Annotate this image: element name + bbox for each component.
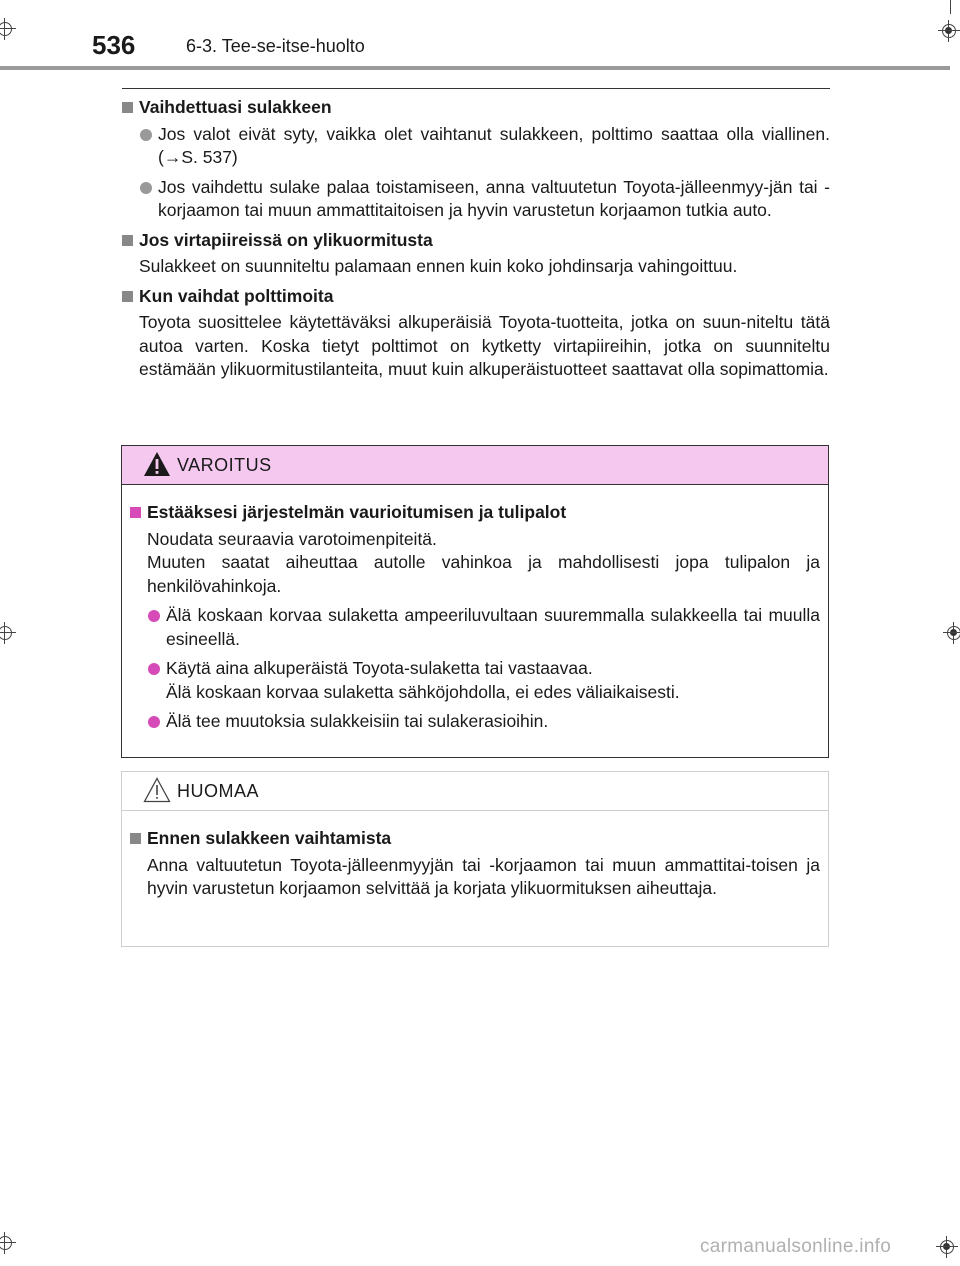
warning-heading (130, 501, 820, 525)
section-heading (122, 285, 830, 309)
notice-box (121, 771, 829, 947)
circle-bullet-icon (140, 129, 152, 141)
circle-bullet-icon (148, 716, 160, 728)
crop-mark-bottom-right (936, 1236, 958, 1258)
content-top-rule (122, 88, 830, 89)
square-bullet-icon (130, 833, 141, 844)
paragraph: Toyota suosittelee käytettäväksi alkuperäisiä Toyota-tuotteita, jotka on suun-niteltu tätä autoa varten. Koska tietyt polttimot on kytketty virtapiireihin, jotka on suunniteltu estämään ylikuormitustilanteita, muut kuin alkuperäistuotteet saattavat olla sopimattomia. (139, 312, 830, 379)
notice-box-header (122, 772, 828, 811)
crop-mark-bottom-left (0, 1232, 16, 1254)
circle-bullet-icon (140, 182, 152, 194)
warning-intro-continued: Muuten saatat aiheuttaa autolle vahinkoa ja mahdollisesti jopa tulipalon ja henkilövahinkoja. (147, 552, 820, 596)
list-item-text-continued: Älä koskaan korvaa sulaketta sähköjohdolla, ei edes väliaikaisesti. (166, 681, 680, 702)
header-rule (0, 66, 950, 70)
page-number: 536 (92, 30, 136, 60)
circle-bullet-icon (148, 663, 160, 675)
warning-intro: Noudata seuraavia varotoimenpiteitä. (147, 528, 437, 549)
list-item-text: Käytä aina alkuperäistä Toyota-sulaketta tai vastaavaa. (166, 658, 593, 678)
heading-text: Kun vaihdat polttimoita (139, 285, 334, 306)
warning-box-header (122, 446, 828, 485)
warning-box (121, 445, 829, 758)
section-heading (122, 229, 830, 253)
crop-mark-mid-left (0, 622, 16, 644)
page-header (0, 0, 960, 70)
notice-text: Anna valtuutetun Toyota-jälleenmyyjän tai -korjaamon tai muun ammattitai-toisen ja hyvin varustetun korjaamon selvittää ja korjata ylikuormituksen aiheuttaja. (147, 854, 820, 898)
warning-triangle-icon (143, 451, 171, 477)
warning-box-body (122, 485, 828, 734)
list-item-text: Jos valot eivät syty, vaikka olet vaihtanut sulakkeen, polttimo saattaa olla viallinen. (→S. 537) (158, 123, 830, 167)
notice-triangle-icon (143, 777, 171, 803)
crop-mark-mid-right (943, 622, 960, 644)
watermark: carmanualsonline.info (700, 1236, 892, 1257)
section-heading (122, 96, 830, 120)
heading-text: Jos virtapiireissä on ylikuormitusta (139, 229, 433, 250)
notice-label: HUOMAA (177, 781, 260, 801)
square-bullet-icon (122, 235, 133, 246)
heading-text: Vaihdettuasi sulakkeen (139, 97, 332, 117)
list-item-text: Älä tee muutoksia sulakkeisiin tai sulakerasioihin. (166, 711, 549, 731)
list-item-text: Älä koskaan korvaa sulaketta ampeeriluvultaan suuremmalla sulakkeella tai muulla esineellä. (166, 605, 820, 649)
heading-text: Estääksesi järjestelmän vaurioitumisen ja tulipalot (147, 502, 567, 522)
circle-bullet-icon (148, 610, 160, 622)
list-item (122, 176, 830, 223)
list-item (122, 123, 830, 170)
square-bullet-icon (130, 507, 141, 518)
list-item-text: Jos vaihdettu sulake palaa toistamiseen, anna valtuutetun Toyota-jälleenmyy-jän tai -korjaamon tai muun ammattitaitoisen ja hyvin varustetun korjaamon tutkia auto. (158, 176, 830, 220)
notice-box-body (122, 811, 828, 901)
notice-heading (130, 827, 820, 851)
list-item (130, 657, 820, 704)
warning-label: VAROITUS (177, 455, 272, 475)
paragraph: Sulakkeet on suunniteltu palamaan ennen kuin koko johdinsarja vahingoittuu. (139, 256, 738, 276)
main-content (122, 96, 830, 388)
square-bullet-icon (122, 102, 133, 113)
section-title: 6-3. Tee-se-itse-huolto (186, 36, 365, 56)
list-item (130, 710, 820, 734)
square-bullet-icon (122, 291, 133, 302)
heading-text: Ennen sulakkeen vaihtamista (147, 828, 392, 848)
list-item (130, 604, 820, 651)
